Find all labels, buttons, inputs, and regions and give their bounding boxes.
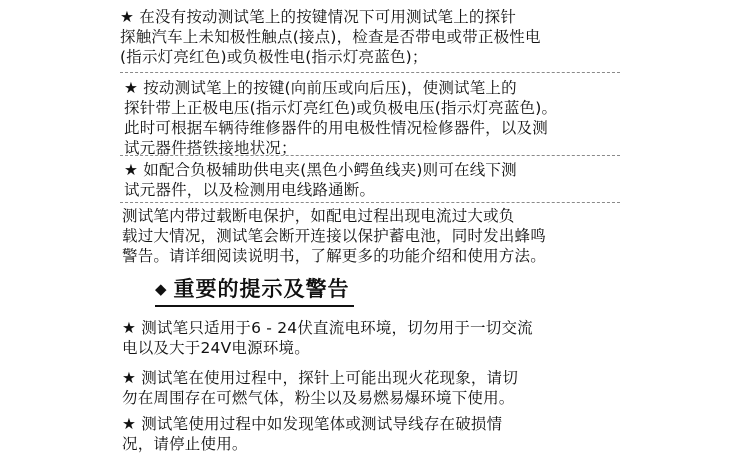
warning-paragraph-dc-only: ★ 测试笔只适用于6 - 24伏直流电环境，切勿用于一切交流 电以及大于24V电源环境。 [122, 319, 533, 357]
section-heading-important-warnings [155, 276, 350, 302]
feature-paragraph-probe-polarity: ★ 在没有按动测试笔上的按键情况下可用测试笔上的探针 探触汽车上未知极性触点(接点)，检查是否带电或带正极性电 (指示灯亮红色)或负极性电(指示灯亮蓝色)； [120, 8, 541, 66]
section-heading-text: 重要的提示及警告 [173, 277, 350, 301]
dashed-divider [120, 155, 620, 156]
feature-paragraph-button-voltage: ★ 按动测试笔上的按键(向前压或向后压)，使测试笔上的 探针带上正极电压(指示灯亮红色)或负极电压(指示灯亮蓝色)。 此时可根据车辆待维修器件的用电极性情况检修器件，以及测 试元器件搭铁接地状况； [124, 79, 558, 157]
diamond-bullet-icon: ◆ [155, 280, 168, 298]
warning-paragraph-damage: ★ 测试笔使用过程中如发现笔体或测试导线存在破损情 况，请停止使用。 [122, 415, 503, 453]
heading-underline [155, 305, 354, 307]
warning-paragraph-sparks: ★ 测试笔在使用过程中，探针上可能出现火花现象，请切 勿在周围存在可燃气体，粉尘以及易燃易爆环境下使用。 [122, 369, 519, 407]
dashed-divider [120, 202, 620, 203]
dashed-divider [120, 72, 620, 73]
feature-paragraph-auxiliary-clip: ★ 如配合负极辅助供电夹(黑色小鳄鱼线夹)则可在线下测 试元器件，以及检测用电线路通断。 [124, 161, 517, 199]
feature-paragraph-overload-protection: 测试笔内带过载断电保护，如配电过程出现电流过大或负 载过大情况，测试笔会断开连接以保护蓄电池，同时发出蜂鸣 警告。请详细阅读说明书，了解更多的功能介绍和使用方法。 [122, 207, 546, 265]
